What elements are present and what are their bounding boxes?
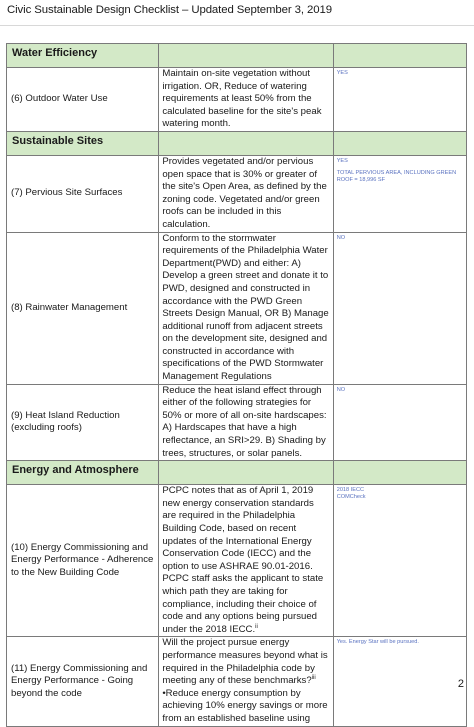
section-title: Energy and Atmosphere [7, 461, 159, 485]
response-cell [333, 384, 466, 461]
section-header-energy-and-atmosphere [7, 461, 467, 485]
requirement-text: Will the project pursue energy performance measures beyond what is required in the Philadelphia code by meeting any of these benchmarks? [162, 637, 328, 687]
response-text: NO [336, 234, 346, 241]
item-label: (7) Pervious Site Surfaces [7, 155, 159, 232]
checklist-table [6, 43, 467, 727]
table-row [7, 155, 467, 232]
section-header-water-efficiency [7, 44, 467, 68]
requirement-text: Reduce the heat island effect through either of the following strategies for 50% or more of all on-site hardscapes: A) Hardscapes that have a high reflectance, an SRI>29. B) Shading by trees, structures, or solar panels. [159, 384, 333, 461]
footnote-marker: ii [255, 623, 258, 630]
table-row [7, 232, 467, 384]
requirement-text: Conform to the stormwater requirements of the Philadelphia Water Department(PWD) and either: A) Develop a green street and donate it to PWD, designed and constructed in accordance with the PWD Green Streets Design Manual, OR B) Manage additional runoff from adjacent streets on the development site, designed and constructed in accordance with specifications of the PWD Stormwater Management Regulations [159, 232, 333, 384]
section-title: Water Efficiency [7, 44, 159, 68]
table-row [7, 68, 467, 132]
table-row [7, 485, 467, 637]
item-label: (6) Outdoor Water Use [7, 68, 159, 132]
response-cell [333, 232, 466, 384]
response-text: Yes. Energy Star will be pursued. [336, 639, 419, 646]
response-text: 2018 IECC [336, 487, 365, 494]
item-label: (11) Energy Commissioning and Energy Performance - Going beyond the code [7, 637, 159, 726]
requirement-text: PCPC notes that as of April 1, 2019 new energy conservation standards are required in the Philadelphia Building Code, based on recent updates of the International Energy Conservation Code (IECC) and the option to use ASHRAE 90.01-2016. PCPC staff asks the applicant to state which path they are taking for compliance, including their choice of code and any options being pursued under the 2018 IECC. [162, 485, 324, 635]
page-number: 2 [457, 678, 464, 690]
response-text: TOTAL PERVIOUS AREA, INCLUDING GREEN ROOF = 18,996 SF [336, 169, 457, 183]
section-title: Sustainable Sites [7, 131, 159, 155]
response-cell [333, 485, 466, 637]
item-label: (9) Heat Island Reduction (excluding roofs) [7, 384, 159, 461]
response-text: COMCheck [336, 494, 366, 501]
requirement-text: Maintain on-site vegetation without irrigation. OR, Reduce of watering requirements at least 50% from the calculated baseline for the site's peak watering month. [159, 68, 333, 132]
requirement-bullet: •Reduce energy consumption by achieving 10% energy savings or more from an established baseline using [162, 687, 328, 724]
table-row [7, 384, 467, 461]
response-text: NO [336, 386, 346, 393]
requirement-cell [159, 637, 333, 726]
requirement-cell [159, 485, 333, 637]
response-cell [333, 637, 466, 726]
response-cell [333, 155, 466, 232]
table-row [7, 637, 467, 726]
response-text: YES [336, 70, 348, 76]
requirement-text: Provides vegetated and/or pervious open space that is 30% or greater of the site's Open Area, as defined by the zoning code. Vegetated and/or green roofs can be included in this calculation. [159, 155, 333, 232]
section-header-sustainable-sites [7, 131, 467, 155]
item-label: (8) Rainwater Management [7, 232, 159, 384]
header-divider [0, 25, 474, 26]
footnote-marker: iii [311, 674, 316, 681]
response-cell [333, 68, 466, 132]
document-title: Civic Sustainable Design Checklist – Updated September 3, 2019 [7, 4, 332, 16]
response-text: YES [336, 157, 348, 164]
item-label: (10) Energy Commissioning and Energy Performance - Adherence to the New Building Code [7, 485, 159, 637]
